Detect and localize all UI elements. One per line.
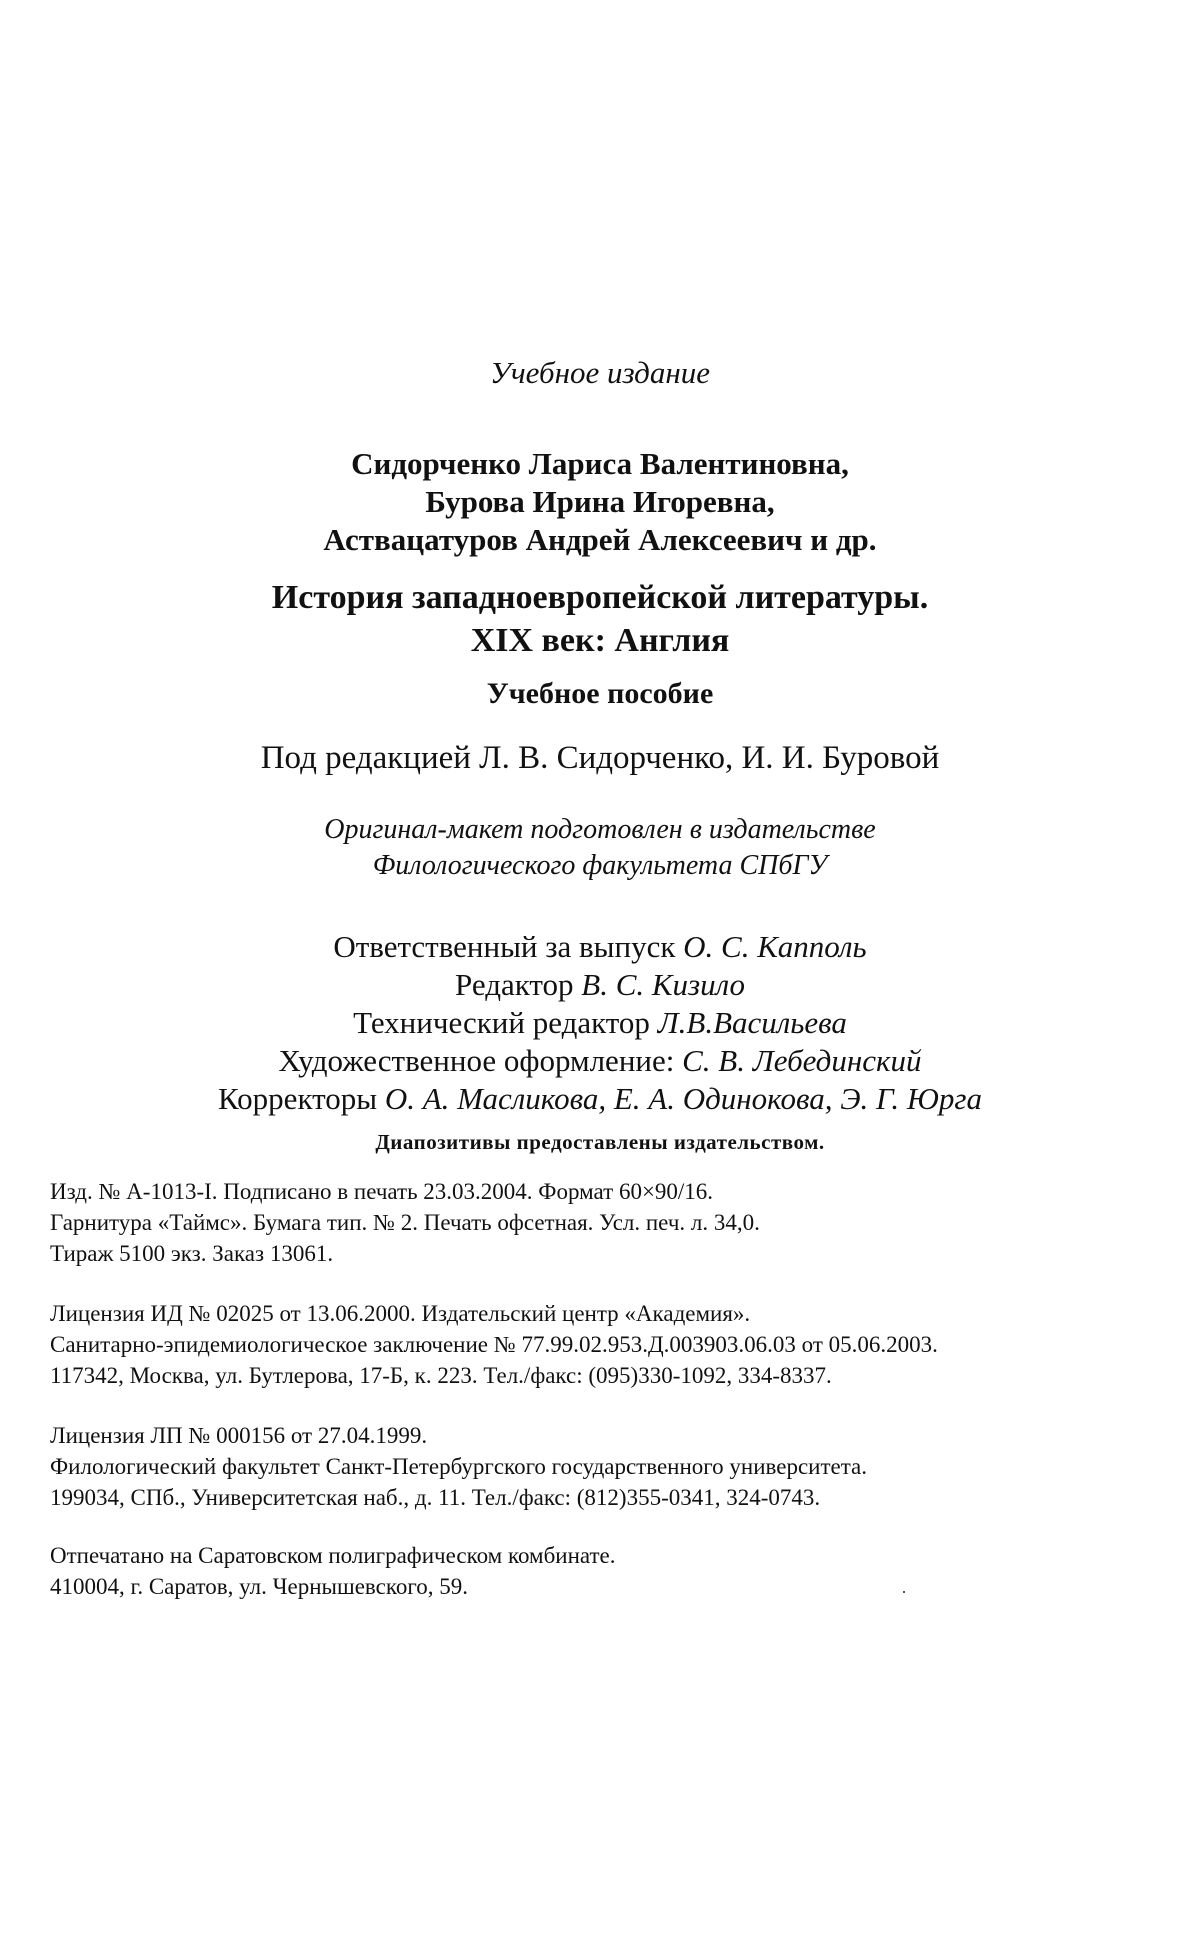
printer-info <box>50 1540 1170 1602</box>
book-title <box>0 576 1200 662</box>
imprint-line: Изд. № А-1013-I. Подписано в печать 23.03.2004. Формат 60×90/16. <box>50 1179 714 1204</box>
staff-row <box>0 1080 1200 1118</box>
author-line: Сидорченко Лариса Валентиновна, <box>351 446 849 481</box>
editors-line: Под редакцией Л. В. Сидорченко, И. И. Буровой <box>260 740 940 776</box>
staff-row <box>0 966 1200 1004</box>
author-line: Бурова Ирина Игоревна, <box>425 484 775 519</box>
author-line: Аствацатуров Андрей Алексеевич и др. <box>323 522 877 557</box>
staff-row <box>0 928 1200 966</box>
imprint-line: 410004, г. Саратов, ул. Чернышевского, 59. <box>50 1574 468 1599</box>
author-list <box>0 445 1200 559</box>
staff-list <box>0 928 1200 1118</box>
imprint-line: Отпечатано на Саратовском полиграфическом комбинате. <box>50 1543 616 1568</box>
staff-person: Л.В.Васильева <box>657 1005 847 1040</box>
imprint-line: 117342, Москва, ул. Бутлерова, 17-Б, к. 223. Тел./факс: (095)330-1092, 334-8337. <box>50 1363 832 1388</box>
staff-row <box>0 1004 1200 1042</box>
layout-note <box>0 812 1200 884</box>
imprint-line: Тираж 5100 экз. Заказ 13061. <box>50 1241 334 1266</box>
imprint-line: Лицензия ИД № 02025 от 13.06.2000. Издательский центр «Академия». <box>50 1301 751 1326</box>
staff-role: Художественное оформление: <box>278 1043 675 1078</box>
staff-role: Ответственный за выпуск <box>333 929 676 964</box>
faculty-license <box>50 1420 1170 1513</box>
imprint-line: Санитарно-эпидемиологическое заключение № 77.99.02.953.Д.003903.06.03 от 05.06.2003. <box>50 1332 938 1357</box>
imprint-line: Лицензия ЛП № 000156 от 27.04.1999. <box>50 1423 428 1448</box>
book-title-line: История западноевропейской литературы. <box>271 579 929 616</box>
publication-details <box>50 1176 1170 1269</box>
book-title-line: XIX век: Англия <box>470 622 730 659</box>
staff-person: О. А. Масликова, Е. А. Одинокова, Э. Г. Юрга <box>384 1081 982 1116</box>
staff-role: Технический редактор <box>353 1005 650 1040</box>
staff-role: Редактор <box>455 967 574 1002</box>
imprint-line: Гарнитура «Таймс». Бумага тип. № 2. Печать офсетная. Усл. печ. л. 34,0. <box>50 1210 760 1235</box>
imprint-line: Филологический факультет Санкт-Петербургского государственного университета. <box>50 1454 868 1479</box>
staff-person: В. С. Кизило <box>581 967 745 1002</box>
imprint-line: 199034, СПб., Университетская наб., д. 11. Тел./факс: (812)355-0341, 324-0743. <box>50 1485 821 1510</box>
staff-row <box>0 1042 1200 1080</box>
staff-role: Корректоры <box>218 1081 378 1116</box>
publisher-license <box>50 1298 1170 1391</box>
book-kind: Учебное пособие <box>486 677 714 710</box>
layout-note-line: Оригинал-макет подготовлен в издательстве <box>324 814 876 845</box>
scan-speck <box>903 1591 905 1593</box>
staff-person: С. В. Лебединский <box>682 1043 922 1078</box>
layout-note-line: Филологического факультета СПбГУ <box>372 850 828 881</box>
diapositives-note: Диапозитивы предоставлены издательством. <box>375 1130 825 1154</box>
edition-type: Учебное издание <box>490 355 710 390</box>
staff-person: О. С. Капполь <box>683 929 867 964</box>
